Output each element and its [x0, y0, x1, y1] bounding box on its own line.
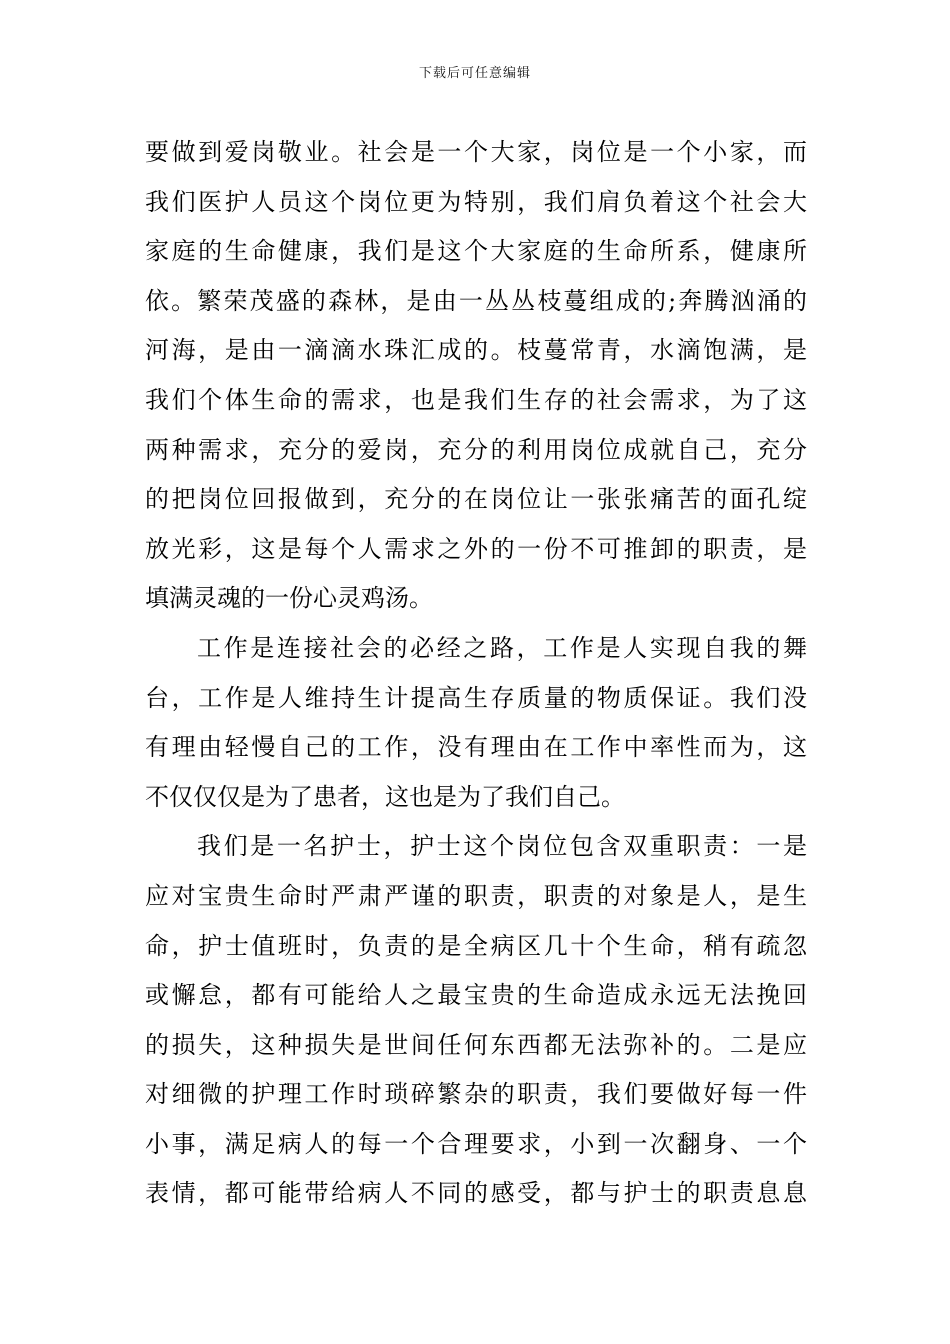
text-line: 表情，都可能带给病人不同的感受，都与护士的职责息息: [145, 1179, 807, 1208]
text-line: 的损失，这种损失是世间任何东西都无法弥补的。二是应: [145, 1030, 807, 1059]
text-line: 小事，满足病人的每一个合理要求，小到一次翻身、一个: [145, 1129, 807, 1158]
text-line: 对细微的护理工作时琐碎繁杂的职责，我们要做好每一件: [145, 1080, 807, 1109]
text-line: 填满灵魂的一份心灵鸡汤。: [145, 584, 433, 613]
text-line: 家庭的生命健康，我们是这个大家庭的生命所系，健康所: [145, 237, 807, 266]
text-line: 不仅仅仅是为了患者，这也是为了我们自己。: [145, 782, 625, 811]
text-line: 台，工作是人维持生计提高生存质量的物质保证。我们没: [145, 683, 807, 712]
text-line: 我们个体生命的需求，也是我们生存的社会需求，为了这: [145, 385, 807, 414]
text-line: 命，护士值班时，负责的是全病区几十个生命，稍有疏忽: [145, 931, 807, 960]
text-line: 我们医护人员这个岗位更为特别，我们肩负着这个社会大: [145, 187, 807, 216]
body-text: [145, 128, 807, 1219]
text-line: 放光彩，这是每个人需求之外的一份不可推卸的职责，是: [145, 534, 807, 563]
text-line: 工作是连接社会的必经之路，工作是人实现自我的舞: [197, 633, 807, 662]
text-line: 要做到爱岗敬业。社会是一个大家，岗位是一个小家，而: [145, 138, 807, 166]
text-line: 有理由轻慢自己的工作，没有理由在工作中率性而为，这: [145, 733, 807, 762]
text-line: 河海，是由一滴滴水珠汇成的。枝蔓常青，水滴饱满，是: [145, 336, 807, 365]
page-header: 下载后可任意编辑: [418, 66, 531, 81]
text-line: 的把岗位回报做到，充分的在岗位让一张张痛苦的面孔绽: [145, 485, 807, 514]
text-line: 依。繁荣茂盛的森林，是由一丛丛枝蔓组成的;奔腾汹涌的: [145, 286, 807, 315]
text-line: 两种需求，充分的爱岗，充分的利用岗位成就自己，充分: [145, 435, 807, 464]
text-line: 应对宝贵生命时严肃严谨的职责，职责的对象是人，是生: [145, 881, 807, 910]
text-line: 我们是一名护士，护士这个岗位包含双重职责：一是: [197, 832, 807, 861]
text-line: 或懈怠，都有可能给人之最宝贵的生命造成永远无法挽回: [145, 981, 807, 1010]
